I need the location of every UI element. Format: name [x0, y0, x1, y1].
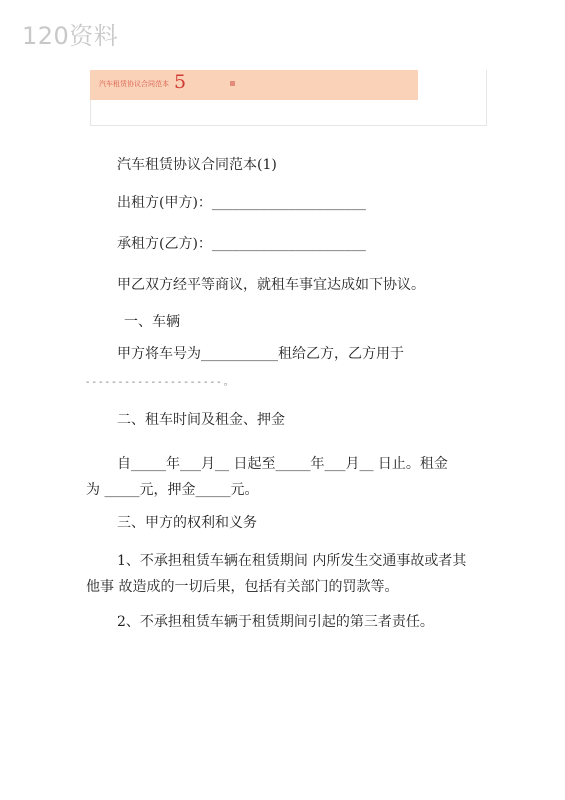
section3-item1-line1: 1、不承担租赁车辆在租赁期间 内所发生交通事故或者其 — [117, 553, 467, 569]
section2-line1: 自_____年___月__ 日起至_____年___月__ 日止。租金 — [117, 456, 448, 472]
section3-heading: 三、甲方的权利和义务 — [117, 515, 257, 531]
header-band-title: 汽车租赁协议合同范本 — [99, 80, 169, 88]
lessor-line: 出租方(甲方)：______________________ — [117, 195, 366, 211]
section1-line2: - - - - - - - - - - - - - - - - - - - - - 。 — [86, 377, 234, 388]
lessee-line: 承租方(乙方)：______________________ — [117, 236, 366, 252]
header-marker-icon — [230, 81, 235, 86]
section3-item1-line2: 他事 故造成的一切后果，包括有关部门的罚款等。 — [86, 579, 399, 595]
section1-line1: 甲方将车号为___________租给乙方，乙方用于 — [117, 346, 404, 362]
section2-heading: 二、租车时间及租金、押金 — [117, 412, 285, 428]
section2-line2: 为 _____元，押金_____元。 — [86, 482, 259, 498]
intro-paragraph: 甲乙双方经平等商议，就租车事宜达成如下协议。 — [117, 277, 425, 293]
header-page-number: 5 — [174, 71, 187, 93]
section3-item2: 2、不承担租赁车辆于租赁期间引起的第三者责任。 — [117, 614, 434, 630]
page-header-band — [90, 70, 418, 100]
section1-heading: 一、车辆 — [124, 314, 180, 330]
watermark-logo: 120资料 — [22, 22, 119, 50]
document-title: 汽车租赁协议合同范本(1) — [117, 157, 277, 173]
